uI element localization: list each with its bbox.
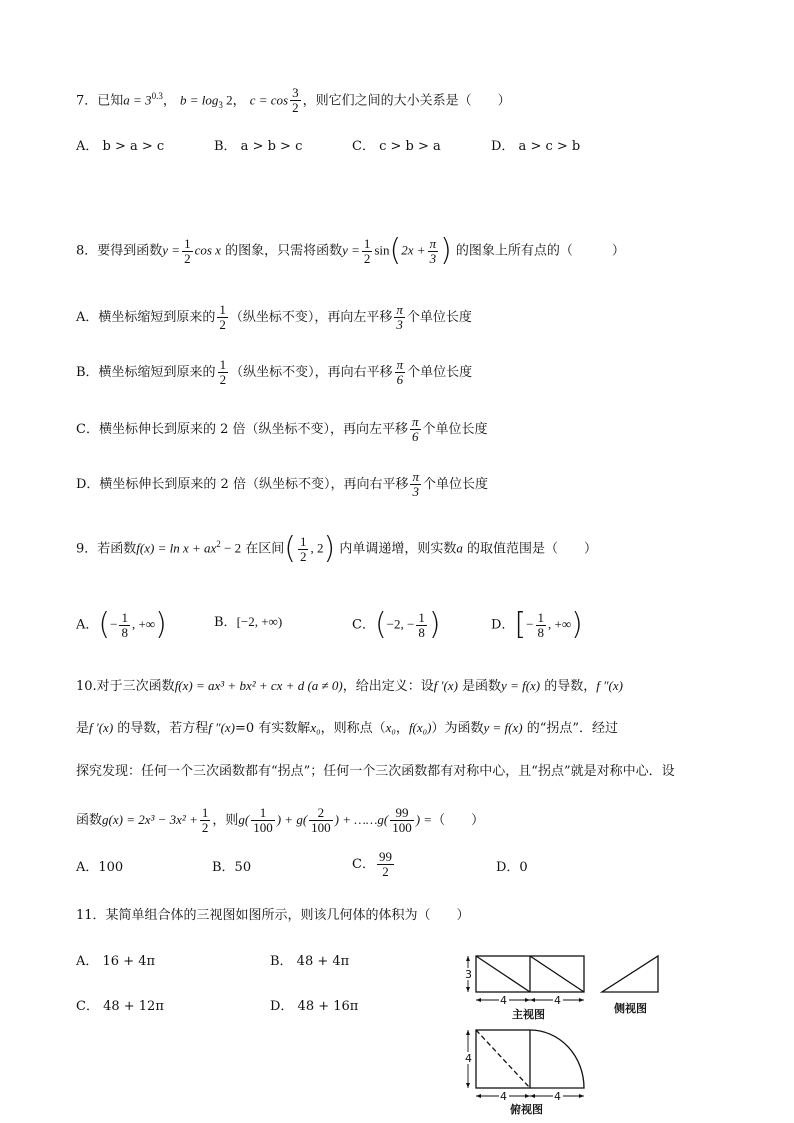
q11-option-b[interactable]: B． 48 + 4π (270, 954, 350, 969)
dim-front-width-2: 4 (554, 994, 561, 1007)
q7-b-sub: 3 (218, 99, 223, 110)
q7-c-frac: $\frac{3}{2}$ (292, 85, 299, 116)
q10-option-b[interactable]: B．50 (212, 860, 252, 875)
dim-top-width-2: 4 (554, 1090, 561, 1103)
q10-line-2: 是f ′(x) 的导数，若方程f ″(x)=0 有实数解x₀，则称点（x₀，f(x₀)）为函数y = f(x) 的“拐点”．经过 (76, 720, 619, 736)
q7-b-expr: b = log (179, 92, 219, 108)
dim-front-width-1: 4 (500, 994, 507, 1007)
q7-b-tail: 2 (222, 92, 233, 108)
q10-line-3: 探究发现：任何一个三次函数都有“拐点”；任何一个三次函数都有对称中心，且“拐点”就是对称中心．设 (76, 764, 675, 779)
q7-option-d[interactable]: D． a > c > b (491, 139, 581, 154)
top-view (476, 1030, 584, 1088)
q7-a-expr: a = 3 (123, 92, 152, 108)
q8-cos: cos x (194, 242, 221, 258)
q9-option-b[interactable]: B．[−2, +∞) (214, 614, 283, 630)
q7-tail: ，则它们之间的大小关系是（ ） (302, 93, 511, 109)
q8-option-b[interactable]: B．横坐标缩短到原来的 $\frac{1}{2}$ （纵坐标不变），再向右平移 $\frac{\pi}{6}$ 个单位长度 (76, 357, 473, 387)
q7-prefix: 7．已知 (76, 93, 124, 109)
q8-prefix: 8．要得到函数 (76, 243, 163, 259)
front-view-label: 主视图 (512, 1008, 545, 1021)
q11-option-d[interactable]: D． 48 + 16π (270, 999, 359, 1014)
question-11-stem: 11．某简单组合体的三视图如图所示，则该几何体的体积为（ ） (76, 908, 470, 923)
q10-option-d[interactable]: D．0 (496, 860, 528, 875)
q8-frac2: $\frac{1}{2}$ (363, 235, 371, 266)
q7-option-a[interactable]: A． b > a > c (76, 139, 165, 154)
question-8-stem: 8．要得到函数y = $\frac{1}{2}$ cos x 的图象，只需将函数y = $\frac{1}{2}$ sin(2x + $\frac{\pi}{3}$ ) 的图象上所有点的（ ） (76, 233, 625, 268)
q7-option-c[interactable]: C． c > b > a (352, 139, 441, 154)
q8-y1: y = (162, 242, 181, 258)
q9-int-right: , 2 (310, 540, 324, 556)
q8-mid: 的图象，只需将函数 (220, 243, 343, 259)
q11-option-a[interactable]: A． 16 + 4π (76, 954, 156, 969)
front-view (476, 956, 584, 992)
q9-int-frac: $\frac{1}{2}$ (299, 533, 307, 564)
q10-line-4: 函数g(x) = 2x³ − 3x² + $\frac{1}{2}$ ，则g( $\frac{1}{100}$ ) + g( $\frac{2}{100}$ ) + ……g( $\frac{99}{100}$ ) =（ ） (76, 805, 485, 835)
q9-func: f(x) = ln x + ax (136, 540, 217, 556)
three-view-figure (462, 948, 702, 1118)
q8-sin: sin (374, 242, 390, 258)
q8-tail: 的图象上所有点的（ ） (451, 243, 625, 259)
q8-option-a[interactable]: A．横坐标缩短到原来的 $\frac{1}{2}$ （纵坐标不变），再向左平移 $\frac{\pi}{3}$ 个单位长度 (76, 302, 472, 332)
dim-front-height: 3 (465, 968, 472, 981)
q9-mid: 在区间 (241, 541, 285, 557)
q10-option-c[interactable]: C． $\frac{99}{2}$ (352, 849, 392, 879)
q8-option-d[interactable]: D．横坐标伸长到原来的 2 倍（纵坐标不变），再向右平移 $\frac{\pi}{3}$ 个单位长度 (76, 469, 488, 499)
q8-frac1: $\frac{1}{2}$ (184, 235, 191, 266)
q8-pi-frac: $\frac{\pi}{3}$ (429, 235, 437, 266)
q8-arg: 2x + (401, 242, 426, 258)
q9-func-exp: 2 (216, 539, 221, 550)
q9-option-a[interactable]: A．(− $\frac{1}{8}$ , +∞) (76, 607, 167, 642)
q9-tail: 内单调递增，则实数 (335, 541, 457, 557)
q9-tail2: 的取值范围是（ ） (462, 541, 597, 557)
q7-c-expr: c = cos (249, 92, 289, 108)
q10-line-1: 10.对于三次函数f(x) = ax³ + bx² + cx + d (a ≠ 0)，给出定义：设f ′(x) 是函数y = f(x) 的导数，f ″(x) (76, 678, 623, 694)
q10-option-a[interactable]: A．100 (76, 860, 124, 875)
q7-a-exp: 0.3 (151, 91, 163, 101)
dim-top-width-1: 4 (500, 1090, 507, 1103)
q11-option-c[interactable]: C． 48 + 12π (76, 999, 164, 1014)
q7-option-b[interactable]: B． a > b > c (214, 139, 303, 154)
side-view (602, 956, 658, 992)
top-view-label: 俯视图 (510, 1103, 543, 1116)
dim-top-depth: 4 (465, 1052, 472, 1065)
q9-prefix: 9．若函数 (76, 541, 137, 557)
side-view-label: 侧视图 (614, 1002, 647, 1015)
q9-option-d[interactable]: D．[− $\frac{1}{8}$ , +∞) (491, 607, 583, 642)
q8-y2: y = (342, 242, 360, 258)
q8-option-c[interactable]: C．横坐标伸长到原来的 2 倍（纵坐标不变），再向左平移 $\frac{\pi}{6}$ 个单位长度 (76, 414, 488, 444)
q9-var: a (456, 540, 463, 556)
q9-func-tail: − 2 (220, 540, 242, 556)
q9-option-c[interactable]: C．(−2, − $\frac{1}{8}$ ) (352, 607, 441, 642)
question-7-stem: 7．已知$a = 3^{0.3}$， $b = \log_3 2$， c = cos $\frac{3}{2}$ ，则它们之间的大小关系是（ ） (76, 85, 511, 116)
question-9-stem: 9．若函数$f(x) = \ln x + ax^2 - 2$ 在区间( $\frac{1}{2}$ , 2) 内单调递增，则实数a 的取值范围是（ ） (76, 531, 597, 566)
